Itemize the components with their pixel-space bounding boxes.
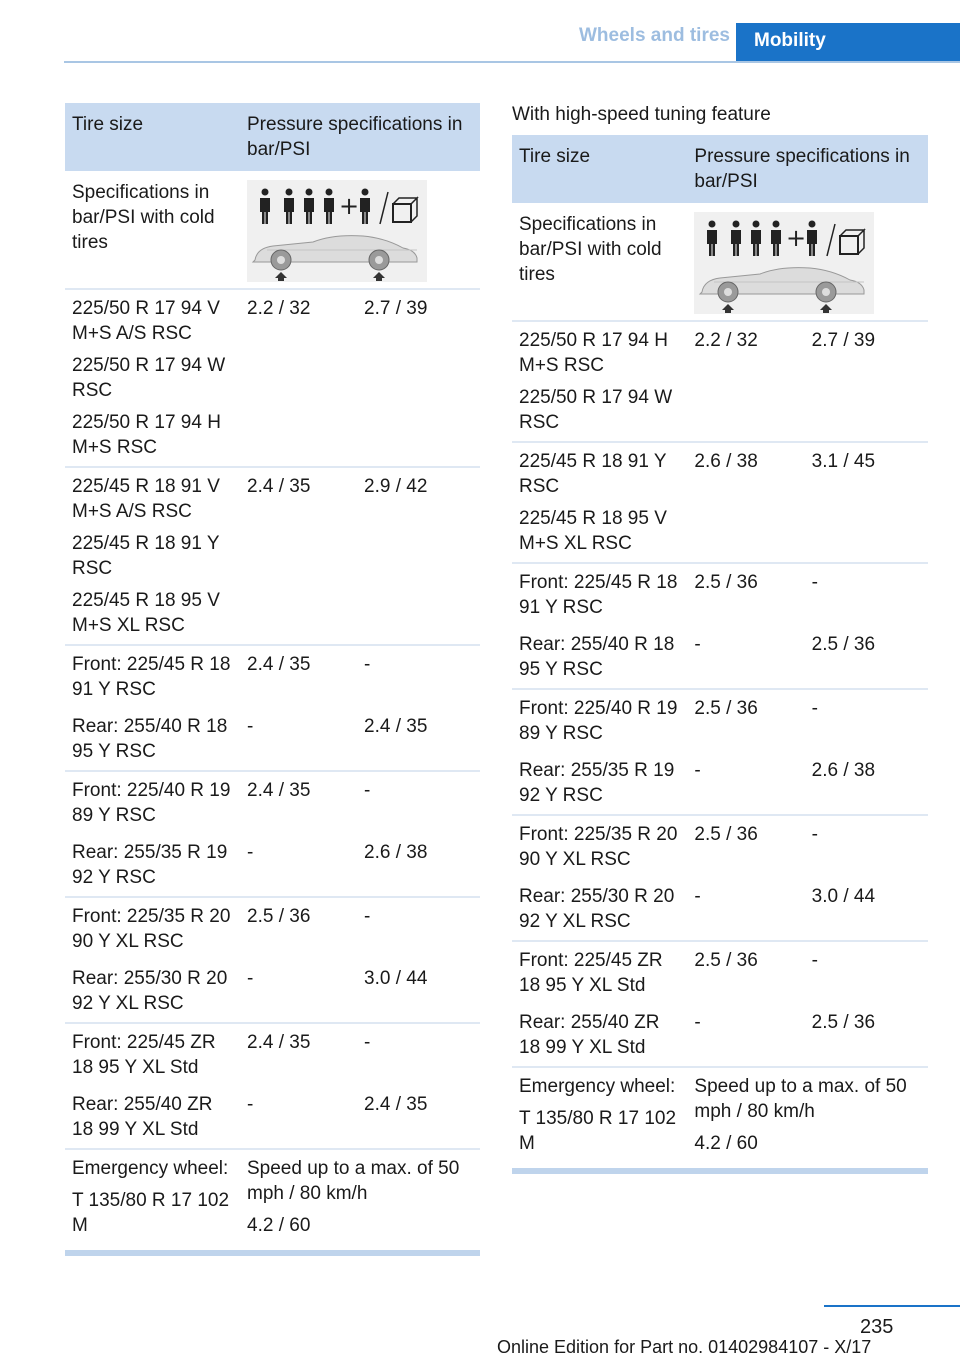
table-row — [512, 442, 928, 563]
table-end-bar — [512, 1168, 928, 1174]
table-row — [512, 941, 928, 1004]
table-row — [65, 960, 480, 1023]
front-pressure: 2.2 / 32 — [240, 289, 357, 467]
tire-size-cell — [65, 960, 240, 1023]
tire-size: Rear: 255/30 R 20 92 Y XL RSC — [72, 968, 228, 1014]
table-header-row — [512, 135, 928, 203]
rear-pressure: 3.1 / 45 — [805, 442, 928, 563]
rear-pressure: 2.9 / 42 — [357, 467, 480, 645]
tire-size: 225/45 R 18 95 V M+S XL RSC — [72, 590, 220, 636]
front-pressure: 2.6 / 38 — [687, 442, 804, 563]
table-row — [512, 563, 928, 626]
tire-size-cell — [512, 563, 687, 626]
emergency-wheel-pressure: 4.2 / 60 — [247, 1215, 311, 1236]
table-row-spec — [512, 203, 928, 321]
front-pressure: 2.5 / 36 — [687, 689, 804, 752]
emergency-wheel-size: T 135/80 R 17 102 M — [72, 1190, 230, 1236]
spec-label: Specifications in bar/PSI with cold tires — [519, 214, 662, 285]
tire-size: 225/45 R 18 95 V M+S XL RSC — [519, 508, 667, 554]
rear-pressure: - — [357, 771, 480, 834]
tire-size-cell — [65, 467, 240, 645]
person-icon — [807, 221, 817, 257]
front-pressure: - — [694, 760, 701, 781]
tire-size: Rear: 255/30 R 20 92 Y XL RSC — [519, 886, 675, 932]
front-pressure: - — [694, 1012, 701, 1033]
table-row — [512, 321, 928, 442]
front-pressure: 2.4 / 35 — [240, 771, 357, 834]
person-icon — [731, 221, 741, 257]
tire-size-cell — [65, 771, 240, 834]
table-row — [512, 815, 928, 878]
table-row — [512, 878, 928, 941]
tire-size-cell — [512, 1004, 687, 1067]
person-icon — [304, 189, 314, 225]
front-pressure: - — [694, 886, 701, 907]
table-row — [512, 626, 928, 689]
tire-size-cell — [512, 321, 687, 442]
tire-size: 225/50 R 17 94 H M+S RSC — [519, 330, 668, 376]
tire-size: Front: 225/40 R 19 89 Y RSC — [72, 780, 231, 826]
person-icon — [771, 221, 781, 257]
rear-pressure: - — [357, 897, 480, 960]
tire-size-cell — [65, 834, 240, 897]
load-graphic-cell — [687, 203, 928, 321]
front-pressure: 2.2 / 32 — [687, 321, 804, 442]
load-graphic — [247, 180, 427, 282]
luggage-icon — [393, 198, 417, 222]
svg-text:+: + — [339, 192, 360, 220]
tire-size-cell — [512, 442, 687, 563]
tire-size: 225/45 R 18 91 Y RSC — [519, 451, 667, 497]
tire-pressure-table — [65, 103, 480, 1244]
tire-size: Rear: 255/35 R 19 92 Y RSC — [519, 760, 675, 806]
person-icon — [360, 189, 370, 225]
rear-pressure: 2.7 / 39 — [805, 321, 928, 442]
rear-pressure: 3.0 / 44 — [364, 968, 428, 989]
edition-footer: Online Edition for Part no. 01402984107 - X/17 — [497, 1337, 872, 1357]
tire-size-cell — [65, 897, 240, 960]
rear-pressure: 2.7 / 39 — [357, 289, 480, 467]
emergency-wheel-details — [687, 1067, 928, 1162]
tire-size: Rear: 255/40 R 18 95 Y RSC — [72, 716, 228, 762]
emergency-wheel-pressure: 4.2 / 60 — [694, 1133, 758, 1154]
person-icon — [751, 221, 761, 257]
table-row — [65, 708, 480, 771]
front-pressure: 2.5 / 36 — [687, 815, 804, 878]
front-pressure: 2.4 / 35 — [240, 645, 357, 708]
luggage-icon — [840, 230, 864, 254]
emergency-wheel-cell — [512, 1067, 687, 1162]
table-row — [512, 689, 928, 752]
rear-pressure: 2.4 / 35 — [364, 1094, 428, 1115]
tire-size-cell — [512, 878, 687, 941]
tire-size-cell — [65, 1086, 240, 1149]
person-icon — [707, 221, 717, 257]
tire-size: Rear: 255/40 ZR 18 99 Y XL Std — [72, 1094, 213, 1140]
table-row — [65, 467, 480, 645]
emergency-wheel-details — [240, 1149, 480, 1244]
tire-size: Front: 225/45 R 18 91 Y RSC — [72, 654, 231, 700]
tire-size: 225/50 R 17 94 W RSC — [72, 355, 226, 401]
front-pressure: 2.5 / 36 — [687, 563, 804, 626]
table-row — [65, 834, 480, 897]
tire-size: 225/45 R 18 91 V M+S A/S RSC — [72, 476, 220, 522]
rear-pressure: - — [357, 645, 480, 708]
tire-size: 225/45 R 18 91 Y RSC — [72, 533, 220, 579]
table-caption: With high-speed tuning feature — [512, 104, 771, 125]
tire-size: Rear: 255/40 R 18 95 Y RSC — [519, 634, 675, 680]
tire-size-cell — [65, 1023, 240, 1086]
table-end-bar — [65, 1250, 480, 1256]
rear-pressure: - — [805, 815, 928, 878]
rear-pressure: 2.5 / 36 — [811, 634, 876, 655]
table-header-row — [65, 103, 480, 171]
page-header — [0, 0, 960, 64]
emergency-wheel-label: Emergency wheel: — [519, 1076, 676, 1097]
rear-pressure: 2.6 / 38 — [811, 760, 876, 781]
tire-size-cell — [512, 626, 687, 689]
header-rule — [64, 61, 960, 63]
emergency-wheel-size: T 135/80 R 17 102 M — [519, 1108, 677, 1154]
emergency-wheel-label: Emergency wheel: — [72, 1158, 229, 1179]
rear-pressure: 2.6 / 38 — [364, 842, 428, 863]
rear-pressure: 2.4 / 35 — [364, 716, 428, 737]
front-pressure: 2.5 / 36 — [240, 897, 357, 960]
column-header-pressure: Pressure specifications in bar/PSI — [240, 103, 480, 171]
left-column — [65, 103, 480, 1256]
tire-size-cell — [65, 708, 240, 771]
rear-pressure: - — [805, 563, 928, 626]
header-tab-mobility: Mobility — [736, 23, 960, 62]
table-row — [512, 1004, 928, 1067]
table-row — [65, 897, 480, 960]
table-row — [65, 1086, 480, 1149]
table-row — [65, 1023, 480, 1086]
table-row — [65, 645, 480, 708]
tire-size: Front: 225/40 R 19 89 Y RSC — [519, 698, 678, 744]
tire-size-cell — [512, 689, 687, 752]
front-pressure: 2.4 / 35 — [240, 1023, 357, 1086]
tire-size: Rear: 255/35 R 19 92 Y RSC — [72, 842, 228, 888]
tire-size: 225/50 R 17 94 V M+S A/S RSC — [72, 298, 220, 344]
tire-size-cell — [512, 752, 687, 815]
tire-size: Front: 225/45 R 18 91 Y RSC — [519, 572, 678, 618]
spec-label: Specifications in bar/PSI with cold tires — [72, 182, 215, 253]
high-speed-tire-pressure-table — [512, 135, 928, 1162]
page-number-rule — [824, 1305, 960, 1307]
emergency-wheel-cell — [65, 1149, 240, 1244]
page-number: 235 — [860, 1316, 894, 1338]
load-graphic-cell — [240, 171, 480, 289]
tire-size-cell — [65, 645, 240, 708]
right-column — [512, 103, 928, 1174]
person-icon — [324, 189, 334, 225]
column-header-tire-size: Tire size — [512, 135, 687, 203]
svg-text:+: + — [786, 224, 807, 252]
load-graphic — [694, 212, 874, 314]
person-icon — [284, 189, 294, 225]
front-pressure: - — [247, 716, 254, 737]
front-pressure: - — [247, 1094, 254, 1115]
table-row — [512, 752, 928, 815]
person-icon — [260, 189, 270, 225]
column-header-pressure: Pressure specifications in bar/PSI — [687, 135, 928, 203]
load-and-car-graphic — [694, 212, 874, 314]
tire-size: Front: 225/45 ZR 18 95 Y XL Std — [72, 1032, 216, 1078]
table-row-emergency-wheel — [512, 1067, 928, 1162]
tire-size-cell — [512, 815, 687, 878]
car-icon — [700, 268, 864, 313]
rear-pressure: - — [357, 1023, 480, 1086]
tire-size: Front: 225/45 ZR 18 95 Y XL Std — [519, 950, 663, 996]
front-pressure: 2.5 / 36 — [687, 941, 804, 1004]
table-row-spec — [65, 171, 480, 289]
rear-pressure: 2.5 / 36 — [811, 1012, 876, 1033]
front-pressure: 2.4 / 35 — [240, 467, 357, 645]
column-header-tire-size: Tire size — [65, 103, 240, 171]
tire-size: Front: 225/35 R 20 90 Y XL RSC — [519, 824, 678, 870]
rear-pressure: - — [805, 941, 928, 1004]
front-pressure: - — [694, 634, 701, 655]
rear-pressure: - — [805, 689, 928, 752]
tire-size-cell — [65, 289, 240, 467]
tire-size-cell — [512, 941, 687, 1004]
load-and-car-graphic — [247, 180, 427, 282]
tire-size: 225/50 R 17 94 W RSC — [519, 387, 673, 433]
front-pressure: - — [247, 842, 254, 863]
tire-size: Front: 225/35 R 20 90 Y XL RSC — [72, 906, 231, 952]
front-pressure: - — [247, 968, 254, 989]
table-row-emergency-wheel — [65, 1149, 480, 1244]
tire-size: Rear: 255/40 ZR 18 99 Y XL Std — [519, 1012, 660, 1058]
table-row — [65, 289, 480, 467]
rear-pressure: 3.0 / 44 — [811, 886, 876, 907]
table-row — [65, 771, 480, 834]
header-section-title: Wheels and tires — [579, 25, 730, 46]
emergency-wheel-note: Speed up to a max. of 50 mph / 80 km/h — [694, 1076, 907, 1122]
emergency-wheel-note: Speed up to a max. of 50 mph / 80 km/h — [247, 1158, 460, 1204]
car-icon — [253, 236, 417, 281]
tire-size: 225/50 R 17 94 H M+S RSC — [72, 412, 221, 458]
